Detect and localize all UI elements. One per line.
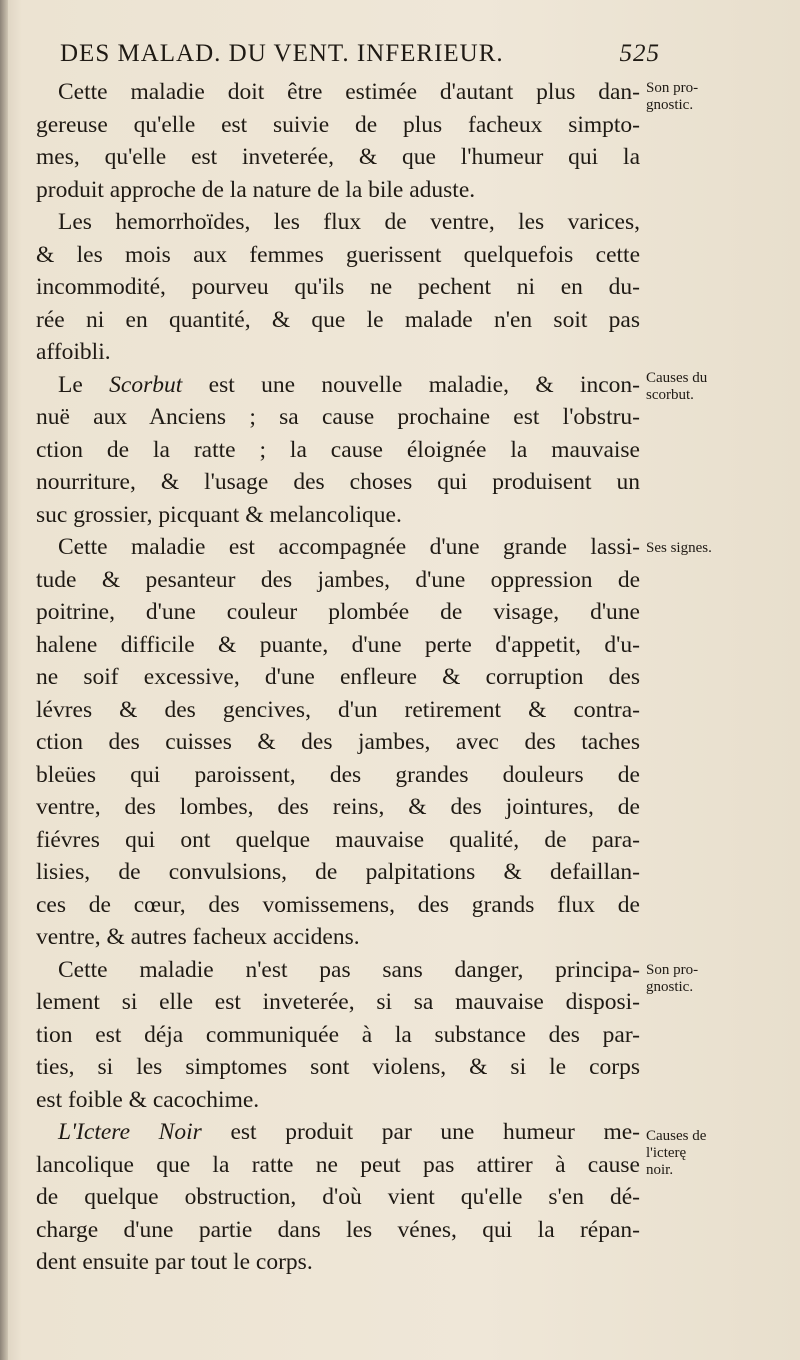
text-line: gereuse qu'elle est suivie de plus facheux simpto- — [36, 111, 640, 138]
text-line: Cette maladie n'est pas sans danger, principa- — [58, 956, 640, 983]
text-line — [36, 1116, 640, 1149]
text-line: incommodité, pourveu qu'ils ne pechent ni en du- — [36, 274, 640, 300]
text-line: charge d'une partie dans les vénes, qui la répan- — [36, 1216, 640, 1243]
text-line: & les mois aux femmes guerissent quelquefois cette — [36, 241, 640, 268]
text-line: ties, si les simptomes sont violens, & si le corps — [36, 1054, 640, 1080]
text-line: Cette maladie doit être estimée d'autant plus dan- — [58, 79, 640, 105]
ictere-noir-term: L'Ictere Noir — [58, 1119, 202, 1145]
text-line: ventre, des lombes, des reins, & des jointures, de — [36, 794, 640, 820]
text-line: ces de cœur, des vomissemens, des grands flux de — [36, 891, 640, 918]
text-line: Les hemorrhoïdes, les flux de ventre, les varices, — [58, 209, 640, 235]
body-text — [36, 76, 640, 1279]
text-line: lement si elle est inveterée, si sa mauvaise disposi- — [36, 989, 640, 1015]
text-line: dent ensuite par tout le corps. — [36, 1249, 313, 1275]
text-line: lévres & des gencives, d'un retirement & contra- — [36, 696, 640, 723]
text-line: nuë aux Anciens ; sa cause prochaine est l'obstru- — [36, 404, 640, 430]
text-line: nourriture, & l'usage des choses qui produisent un — [36, 469, 640, 495]
text-line: poitrine, d'une couleur plombée de visage, d'une — [36, 599, 640, 625]
scorbut-term: Scorbut — [109, 371, 183, 398]
text-line: fiévres qui ont quelque mauvaise qualité, de para- — [36, 826, 640, 853]
page-number: 525 — [619, 40, 660, 67]
book-spine-shadow — [0, 0, 8, 1360]
text-line: bleües qui paroissent, des grandes douleurs de — [36, 761, 640, 788]
text-line: affoibli. — [36, 339, 111, 365]
text-line: tion est déja communiquée à la substance des par- — [36, 1021, 640, 1048]
text-line: mes, qu'elle est inveterée, & que l'humeur qui la — [36, 144, 640, 170]
text-line: ction des cuisses & des jambes, avec des taches — [36, 729, 640, 755]
line-rest: est une nouvelle maladie, & incon- — [208, 371, 641, 398]
text-line: lisies, de convulsions, de palpitations & defaillan- — [36, 859, 640, 885]
margin-note-signs: Ses signes. — [646, 540, 712, 556]
running-header — [60, 40, 660, 68]
text-line: produit approche de la nature de la bile aduste. — [36, 176, 476, 203]
text-line: est foible & cacochime. — [36, 1086, 260, 1113]
running-title: DES MALAD. DU VENT. INFERIEUR. — [60, 40, 504, 67]
text-line: tude & pesanteur des jambes, d'une oppression de — [36, 566, 640, 593]
text-line: ction de la ratte ; la cause éloignée la mauvaise — [36, 436, 640, 463]
margin-note-causes-scorbut: Causes du scorbut. — [646, 370, 708, 403]
text-line: suc grossier, picquant & melancolique. — [36, 501, 402, 528]
text-line: ne soif excessive, d'une enfleure & corruption des — [36, 664, 640, 690]
text-line: ventre, & autres facheux accidens. — [36, 924, 360, 950]
text-line: rée ni en quantité, & que le malade n'en soit pas — [36, 306, 640, 333]
text-line: lancolique que la ratte ne peut pas attirer à cause — [36, 1151, 640, 1178]
text-line: Cette maladie est accompagnée d'une grande lassi- — [58, 534, 640, 560]
word-le: Le — [58, 371, 83, 398]
line-rest: est produit par une humeur me- — [230, 1119, 641, 1145]
text-line: de quelque obstruction, d'où vient qu'elle s'en dé- — [36, 1184, 640, 1210]
margin-note-causes-ictere: Causes de l'icterę noir. — [646, 1128, 707, 1178]
margin-note-prognostic-1: Son pro- gnostic. — [646, 80, 699, 113]
text-line: halene difficile & puante, d'une perte d'appetit, d'u- — [36, 631, 640, 658]
text-line — [36, 369, 640, 402]
margin-note-prognostic-2: Son pro- gnostic. — [646, 962, 699, 995]
